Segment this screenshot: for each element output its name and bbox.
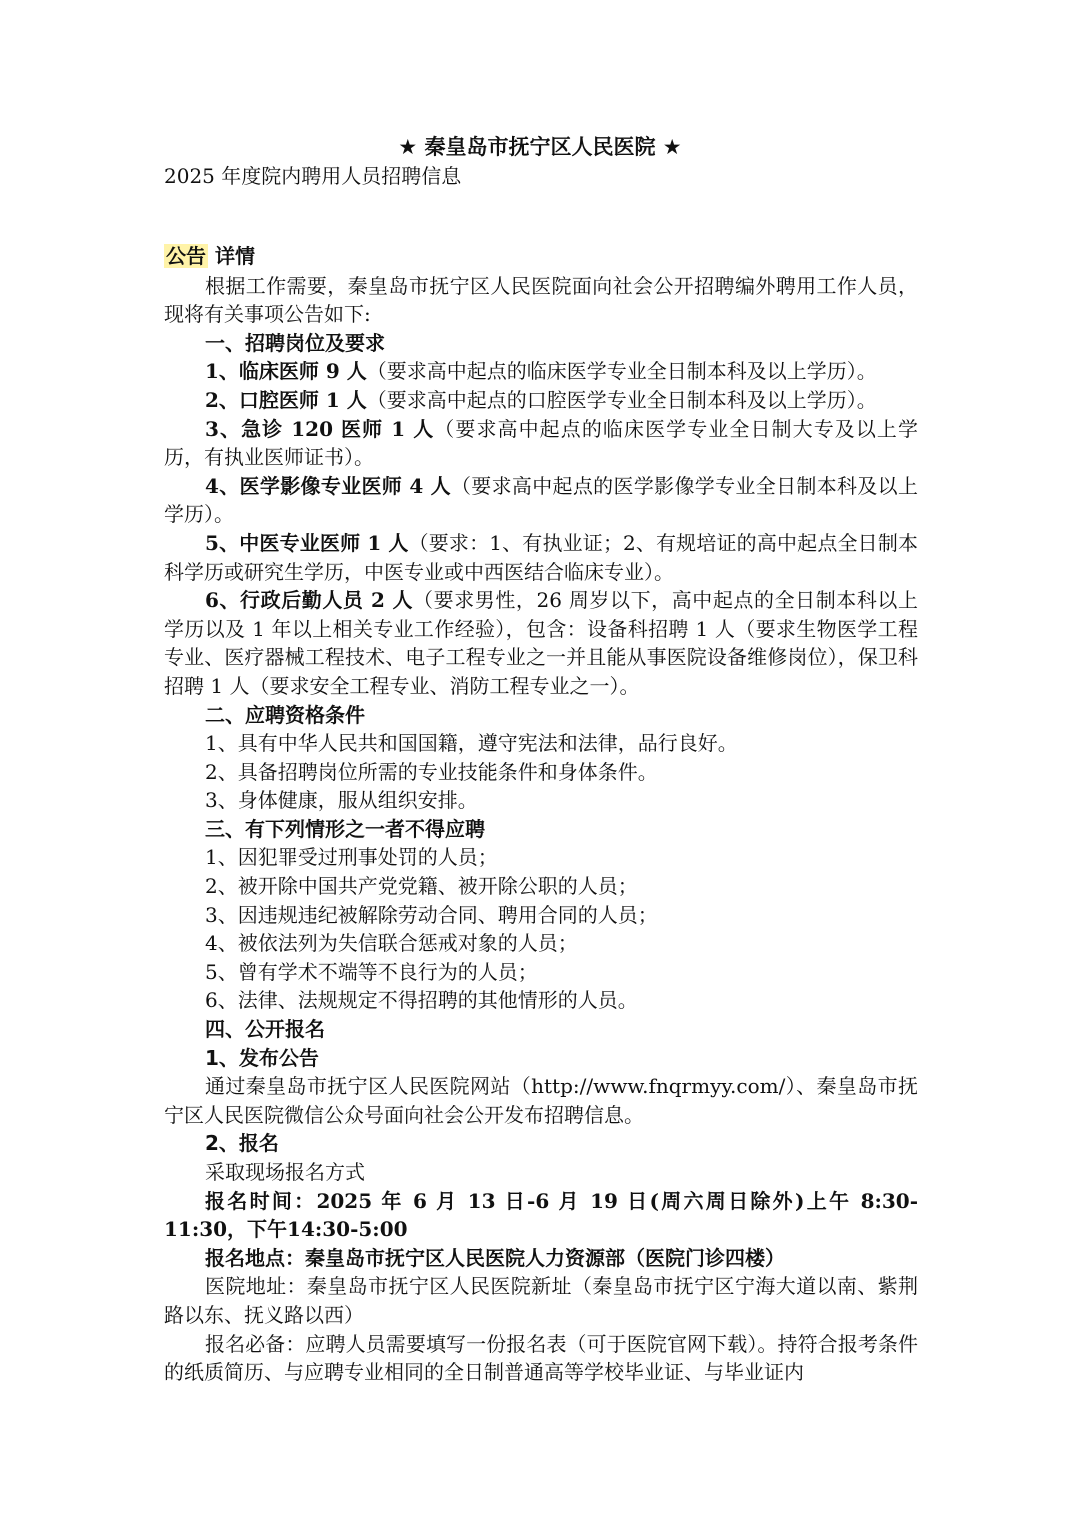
hospital-address: 医院地址：秦皇岛市抚宁区人民医院新址（秦皇岛市抚宁区宁海大道以南、紫荆路以东、抚义路以西） bbox=[164, 1274, 918, 1327]
document-title: ★ 秦皇岛市抚宁区人民医院 ★ bbox=[398, 135, 682, 159]
section-3-title: 三、有下列情形之一者不得应聘 bbox=[205, 816, 485, 841]
qualification-item: 3、身体健康，服从组织安排。 bbox=[205, 788, 478, 813]
position-label: 5、中医专业医师 1 人 bbox=[205, 530, 409, 555]
position-detail: （要求男性，26 周岁以下，高中起点的全日制本科以上学历以及 1 年以上相关专业工作经验），包含：设备科招聘 1 人（要求生物医学工程专业、医疗器械工程技术、电子工程专业之一并且能从事医院设备维修岗位），保卫科招聘 1 人（要求安全工程专业、消防工程专业之一）。 bbox=[164, 588, 918, 698]
position-detail: （要求高中起点的临床医学专业全日制大专及以上学历，有执业医师证书）。 bbox=[164, 416, 919, 470]
exclusion-item: 5、曾有学术不端等不良行为的人员； bbox=[205, 959, 538, 984]
section-1-title: 一、招聘岗位及要求 bbox=[205, 330, 385, 355]
section-4-1-title: 1、发布公告 bbox=[205, 1045, 319, 1070]
exclusion-item: 2、被开除中国共产党党籍、被开除公职的人员； bbox=[205, 874, 638, 899]
exclusion-item: 6、法律、法规规定不得招聘的其他情形的人员。 bbox=[205, 988, 638, 1013]
section-4-title: 四、公开报名 bbox=[205, 1017, 325, 1042]
position-label: 3、急诊 120 医师 1 人 bbox=[205, 416, 435, 441]
position-label: 4、医学影像专业医师 4 人 bbox=[205, 473, 451, 498]
notice-tag: 公告 bbox=[166, 244, 206, 268]
registration-method: 采取现场报名方式 bbox=[205, 1160, 365, 1184]
position-detail: （要求：1、有执业证；2、有规培证的高中起点全日制本科学历或研究生学历，中医专业或中西医结合临床专业）。 bbox=[164, 530, 918, 584]
position-label: 1、临床医师 9 人 bbox=[205, 359, 367, 384]
position-detail: （要求高中起点的口腔医学专业全日制本科及以上学历）。 bbox=[366, 387, 877, 412]
position-item bbox=[164, 586, 918, 700]
registration-requirements: 报名必备：应聘人员需要填写一份报名表（可于医院官网下载）。持符合报考条件的纸质简历、与应聘专业相同的全日制普通高等学校毕业证、与毕业证内 bbox=[164, 1331, 918, 1385]
section-4-2-title: 2、报名 bbox=[205, 1131, 279, 1156]
qualification-item: 1、具有中华人民共和国国籍，遵守宪法和法律，品行良好。 bbox=[205, 731, 738, 756]
position-item bbox=[164, 472, 918, 529]
qualification-item: 2、具备招聘岗位所需的专业技能条件和身体条件。 bbox=[205, 759, 658, 784]
registration-place: 报名地点：秦皇岛市抚宁区人民医院人力资源部（医院门诊四楼） bbox=[205, 1245, 785, 1270]
document-subtitle: 2025 年度院内聘用人员招聘信息 bbox=[164, 164, 462, 188]
position-item bbox=[164, 529, 918, 586]
notice-body bbox=[164, 242, 918, 1387]
position-item bbox=[164, 415, 918, 472]
section-2-title: 二、应聘资格条件 bbox=[205, 702, 365, 727]
position-detail: （要求高中起点的医学影像学专业全日制本科及以上学历）。 bbox=[164, 473, 918, 527]
exclusion-item: 3、因违规违纪被解除劳动合同、聘用合同的人员； bbox=[205, 902, 658, 927]
notice-header bbox=[164, 242, 918, 271]
position-label: 2、口腔医师 1 人 bbox=[205, 387, 367, 412]
position-item bbox=[164, 386, 918, 415]
position-item bbox=[164, 357, 918, 386]
position-detail: （要求高中起点的临床医学专业全日制本科及以上学历）。 bbox=[366, 359, 877, 384]
publish-notice-text: 通过秦皇岛市抚宁区人民医院网站（http://www.fnqrmyy.com/）、秦皇岛市抚宁区人民医院微信公众号面向社会公开发布招聘信息。 bbox=[164, 1074, 918, 1127]
registration-time: 报名时间：2025 年 6 月 13 日-6 月 19 日(周六周日除外)上午 8:30-11:30，下午14:30-5:00 bbox=[164, 1188, 918, 1242]
exclusion-item: 4、被依法列为失信联合惩戒对象的人员； bbox=[205, 931, 578, 956]
position-label: 6、行政后勤人员 2 人 bbox=[205, 588, 414, 613]
exclusion-item: 1、因犯罪受过刑事处罚的人员； bbox=[205, 845, 498, 870]
intro-paragraph: 根据工作需要，秦皇岛市抚宁区人民医院面向社会公开招聘编外聘用工作人员，现将有关事项公告如下: bbox=[164, 273, 918, 327]
notice-tag-suffix: 详情 bbox=[208, 244, 255, 268]
